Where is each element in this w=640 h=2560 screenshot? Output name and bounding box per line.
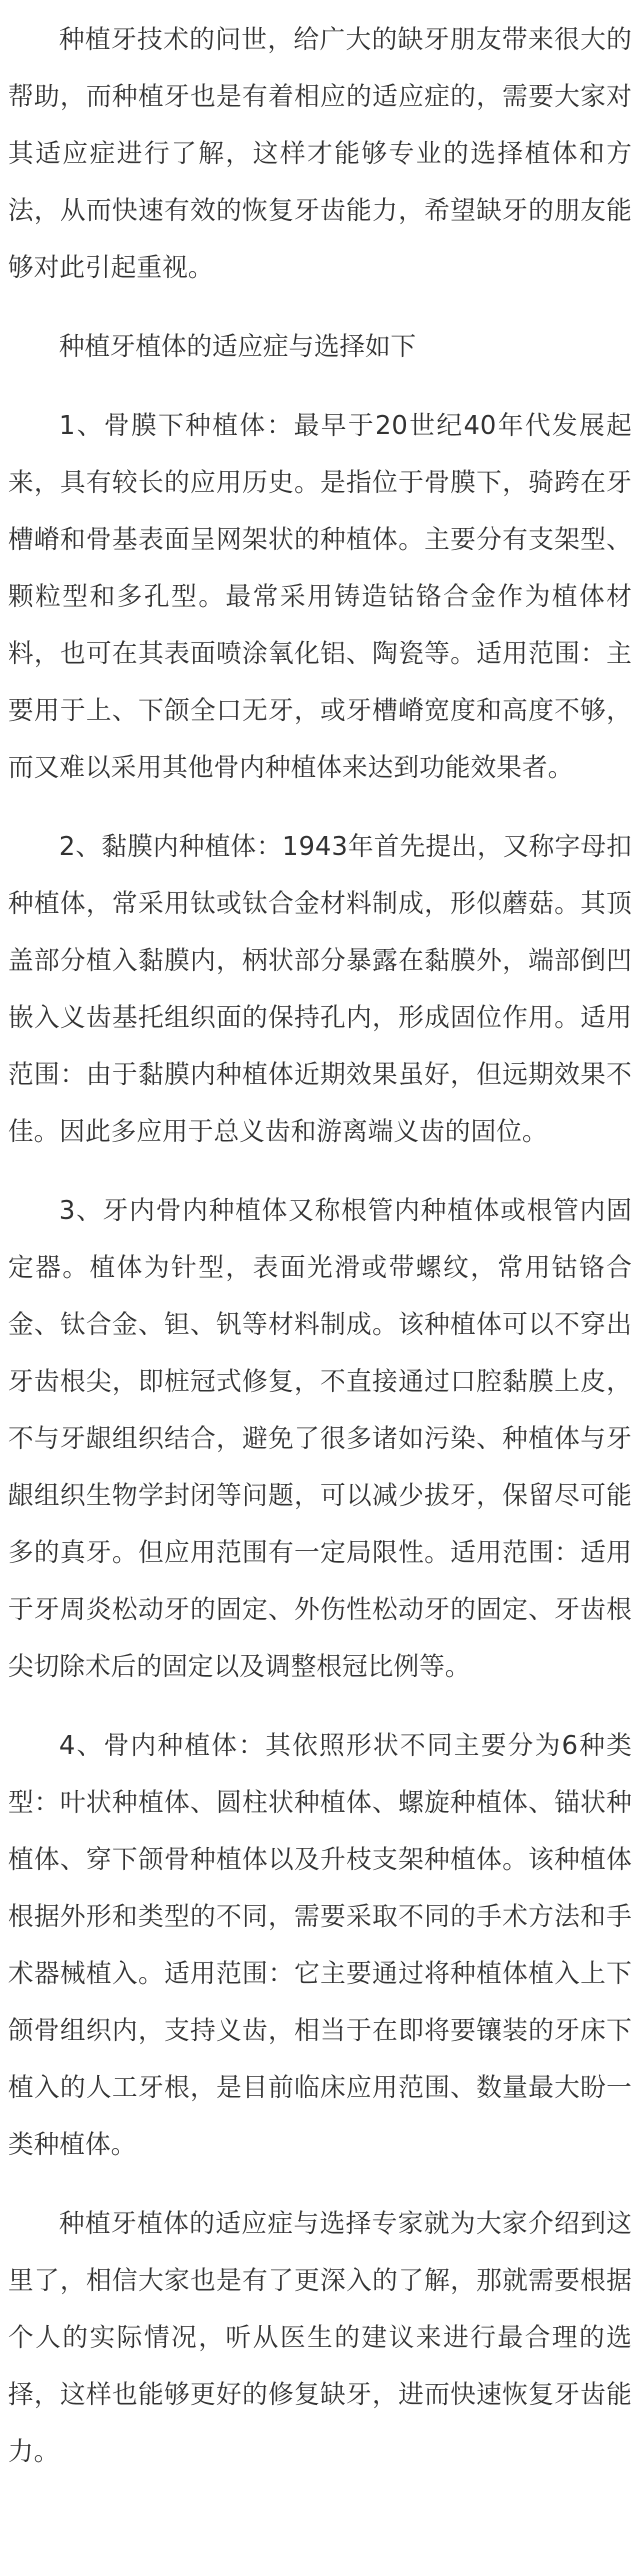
- implant-item-subperiosteal: 1、骨膜下种植体：最早于20世纪40年代发展起来，具有较长的应用历史。是指位于骨膜下，骑跨在牙槽嵴和骨基表面呈网架状的种植体。主要分有支架型、颗粒型和多孔型。最常采用铸造钴铬合金作为植体材料，也可在其表面喷涂氧化铝、陶瓷等。适用范围：主要用于上、下颌全口无牙，或牙槽嵴宽度和高度不够，而又难以采用其他骨内种植体来达到功能效果者。: [8, 411, 632, 783]
- section-heading: 种植牙植体的适应症与选择如下: [59, 332, 417, 362]
- implant-item-endosseous: 4、骨内种植体：其依照形状不同主要分为6种类型：叶状种植体、圆柱状种植体、螺旋种植体、锚状种植体、穿下颌骨种植体以及升枝支架种植体。该种植体根据外形和类型的不同，需要采取不同的手术方法和手术器械植入。适用范围：它主要通过将种植体植入上下颌骨组织内，支持义齿，相当于在即将要镶装的牙床下植入的人工牙根，是目前临床应用范围、数量最大盼一类种植体。: [8, 1731, 632, 2160]
- intro-paragraph: 种植牙技术的问世，给广大的缺牙朋友带来很大的帮助，而种植牙也是有着相应的适应症的，需要大家对其适应症进行了解，这样才能够专业的选择植体和方法，从而快速有效的恢复牙齿能力，希望缺牙的朋友能够对此引起重视。: [8, 25, 632, 283]
- implant-item-intramucosal: 2、黏膜内种植体：1943年首先提出，又称字母扣种植体，常采用钛或钛合金材料制成，形似蘑菇。其顶盖部分植入黏膜内，柄状部分暴露在黏膜外，端部倒凹嵌入义齿基托组织面的保持孔内，形成固位作用。适用范围：由于黏膜内种植体近期效果虽好，但远期效果不佳。因此多应用于总义齿和游离端义齿的固位。: [8, 832, 632, 1147]
- conclusion-paragraph: 种植牙植体的适应症与选择专家就为大家介绍到这里了，相信大家也是有了更深入的了解，那就需要根据个人的实际情况，听从医生的建议来进行最合理的选择，这样也能够更好的修复缺牙，进而快速恢复牙齿能力。: [8, 2209, 632, 2467]
- implant-item-endodontic: 3、牙内骨内种植体又称根管内种植体或根管内固定器。植体为针型，表面光滑或带螺纹，常用钴铬合金、钛合金、钽、钒等材料制成。该种植体可以不穿出牙齿根尖，即桩冠式修复，不直接通过口腔黏膜上皮，不与牙龈组织结合，避免了很多诸如污染、种植体与牙龈组织生物学封闭等问题，可以减少拔牙，保留尽可能多的真牙。但应用范围有一定局限性。适用范围：适用于牙周炎松动牙的固定、外伤性松动牙的固定、牙齿根尖切除术后的固定以及调整根冠比例等。: [8, 1196, 632, 1682]
